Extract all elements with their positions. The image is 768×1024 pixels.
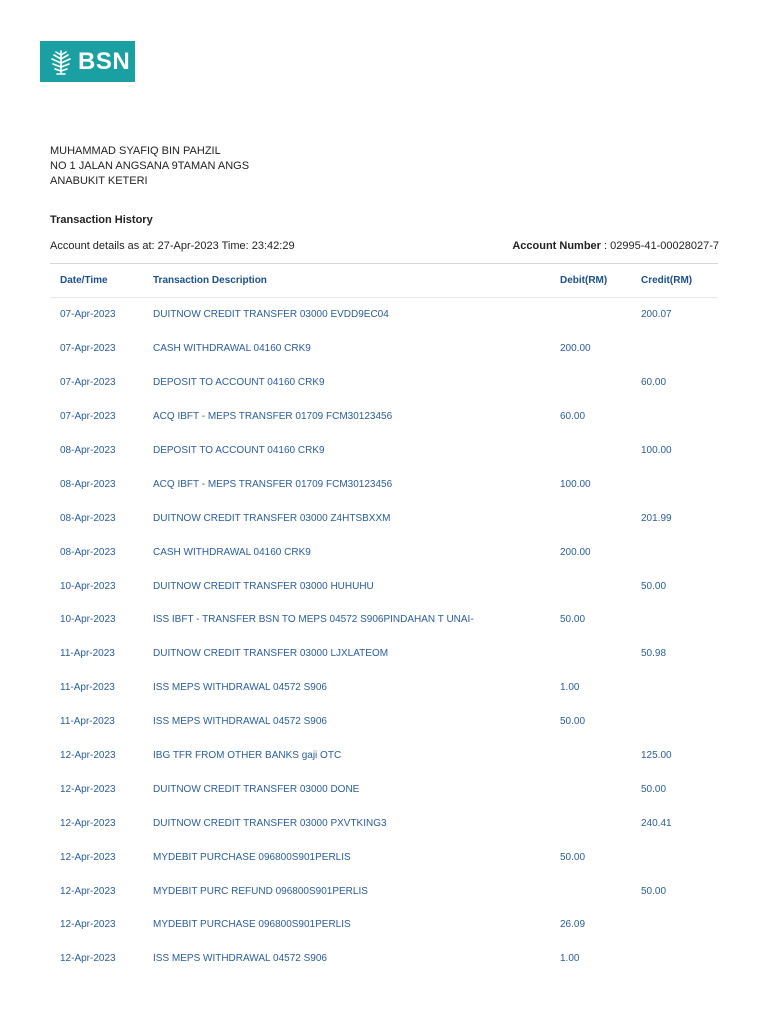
- cell-credit: 200.07: [641, 309, 672, 321]
- cell-date: 07-Apr-2023: [60, 343, 116, 355]
- cell-description: ISS MEPS WITHDRAWAL 04572 S906: [153, 953, 327, 965]
- logo-text: BSN: [78, 47, 131, 75]
- cell-description: IBG TFR FROM OTHER BANKS gaji OTC: [153, 750, 342, 762]
- cell-date: 11-Apr-2023: [60, 648, 115, 660]
- header-credit: Credit(RM): [641, 275, 693, 286]
- customer-address-block: [50, 144, 249, 189]
- cell-debit: 200.00: [560, 546, 591, 558]
- account-number: [512, 240, 719, 252]
- cell-date: 11-Apr-2023: [60, 682, 115, 694]
- cell-description: ISS MEPS WITHDRAWAL 04572 S906: [153, 716, 327, 728]
- address-line-1: NO 1 JALAN ANGSANA 9TAMAN ANGS: [50, 160, 250, 172]
- cell-description: MYDEBIT PURC REFUND 096800S901PERLIS: [153, 885, 368, 897]
- table-row: [50, 366, 718, 400]
- cell-date: 08-Apr-2023: [60, 512, 116, 524]
- table-row: [50, 942, 718, 976]
- cell-description: DUITNOW CREDIT TRANSFER 03000 DONE: [153, 783, 360, 795]
- cell-description: DUITNOW CREDIT TRANSFER 03000 EVDD9EC04: [153, 309, 389, 321]
- cell-date: 11-Apr-2023: [60, 716, 115, 728]
- cell-date: 08-Apr-2023: [60, 478, 116, 490]
- tree-icon: [48, 48, 74, 76]
- transaction-table: [50, 263, 718, 976]
- table-row: [50, 434, 718, 468]
- cell-debit: 50.00: [560, 614, 586, 626]
- header-description: Transaction Description: [153, 275, 267, 286]
- cell-description: CASH WITHDRAWAL 04160 CRK9: [153, 546, 311, 558]
- table-row: [50, 569, 718, 603]
- table-row: [50, 332, 718, 366]
- cell-debit: 200.00: [560, 343, 591, 355]
- table-row: [50, 467, 718, 501]
- cell-description: DEPOSIT TO ACCOUNT 04160 CRK9: [153, 445, 325, 456]
- table-row: [50, 501, 718, 535]
- cell-description: DUITNOW CREDIT TRANSFER 03000 PXVTKING3: [153, 817, 387, 829]
- header-debit: Debit(RM): [560, 275, 608, 286]
- cell-description: MYDEBIT PURCHASE 096800S901PERLIS: [153, 851, 351, 863]
- account-as-at: Account details as at: 27-Apr-2023 Time: 23:42:29: [50, 240, 295, 252]
- bsn-logo: [40, 41, 135, 82]
- cell-description: ACQ IBFT - MEPS TRANSFER 01709 FCM30123456: [153, 411, 393, 423]
- address-line-2: ANABUKIT KETERI: [50, 175, 148, 187]
- table-row: [50, 671, 718, 705]
- table-row: [50, 637, 718, 671]
- section-title: Transaction History: [50, 214, 153, 226]
- cell-date: 07-Apr-2023: [60, 411, 116, 423]
- cell-credit: 201.99: [641, 512, 672, 524]
- cell-description: ACQ IBFT - MEPS TRANSFER 01709 FCM30123456: [153, 478, 393, 490]
- cell-date: 12-Apr-2023: [60, 919, 116, 931]
- cell-date: 10-Apr-2023: [60, 614, 116, 626]
- table-row: [50, 772, 718, 806]
- table-header: [50, 264, 718, 298]
- table-row: [50, 840, 718, 874]
- table-row: [50, 535, 718, 569]
- cell-date: 07-Apr-2023: [60, 309, 116, 321]
- table-row: [50, 603, 718, 637]
- cell-description: DEPOSIT TO ACCOUNT 04160 CRK9: [153, 377, 325, 389]
- cell-date: 08-Apr-2023: [60, 546, 116, 558]
- table-row: [50, 739, 718, 773]
- table-row: [50, 806, 718, 840]
- cell-debit: 1.00: [560, 953, 580, 965]
- cell-credit: 125.00: [641, 750, 672, 762]
- table-row: [50, 400, 718, 434]
- cell-credit: 50.00: [641, 580, 667, 592]
- cell-credit: 50.98: [641, 648, 667, 660]
- cell-description: DUITNOW CREDIT TRANSFER 03000 HUHUHU: [153, 580, 374, 592]
- cell-date: 10-Apr-2023: [60, 580, 116, 592]
- cell-description: MYDEBIT PURCHASE 096800S901PERLIS: [153, 919, 351, 931]
- cell-description: DUITNOW CREDIT TRANSFER 03000 LJXLATEOM: [153, 648, 389, 660]
- cell-debit: 100.00: [560, 478, 591, 490]
- cell-debit: 60.00: [560, 411, 586, 423]
- table-body: [50, 298, 718, 976]
- cell-debit: 1.00: [560, 682, 580, 694]
- cell-date: 07-Apr-2023: [60, 377, 116, 389]
- table-row: [50, 908, 718, 942]
- header-date: Date/Time: [60, 275, 108, 286]
- cell-description: ISS MEPS WITHDRAWAL 04572 S906: [153, 682, 327, 694]
- table-row: [50, 705, 718, 739]
- cell-date: 08-Apr-2023: [60, 445, 116, 456]
- customer-name: MUHAMMAD SYAFIQ BIN PAHZIL: [50, 145, 221, 157]
- cell-date: 12-Apr-2023: [60, 885, 116, 897]
- cell-date: 12-Apr-2023: [60, 851, 116, 863]
- cell-description: DUITNOW CREDIT TRANSFER 03000 Z4HTSBXXM: [153, 512, 391, 524]
- cell-debit: 26.09: [560, 919, 586, 931]
- cell-date: 12-Apr-2023: [60, 783, 116, 795]
- table-row: [50, 298, 718, 332]
- cell-description: CASH WITHDRAWAL 04160 CRK9: [153, 343, 311, 355]
- cell-date: 12-Apr-2023: [60, 953, 116, 965]
- cell-date: 12-Apr-2023: [60, 750, 116, 762]
- cell-debit: 50.00: [560, 851, 586, 863]
- account-number-label: Account Number: [512, 240, 601, 252]
- cell-credit: 50.00: [641, 783, 667, 795]
- cell-credit: 100.00: [641, 445, 672, 456]
- cell-credit: 50.00: [641, 885, 667, 897]
- cell-description: ISS IBFT - TRANSFER BSN TO MEPS 04572 S906PINDAHAN T UNAI-: [153, 614, 474, 626]
- cell-debit: 50.00: [560, 716, 586, 728]
- table-row: [50, 874, 718, 908]
- account-number-value: : 02995-41-00028027-7: [604, 240, 719, 252]
- cell-credit: 240.41: [641, 817, 672, 829]
- cell-credit: 60.00: [641, 377, 667, 389]
- cell-date: 12-Apr-2023: [60, 817, 116, 829]
